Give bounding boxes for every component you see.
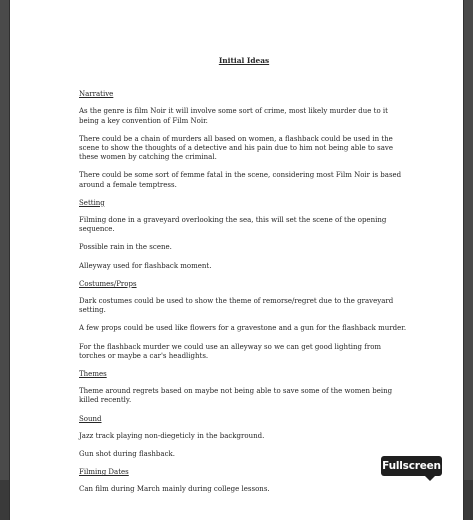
section-themes (79, 370, 409, 406)
section-heading: Costumes/Props (79, 279, 137, 288)
paragraph: Filming done in a graveyard overlooking the sea, this will set the scene of the opening sequence. (79, 216, 387, 234)
section-narrative (79, 90, 409, 190)
paragraph: Gun shot during flashback. (79, 450, 175, 459)
section-heading: Setting (79, 198, 105, 207)
paragraph: Dark costumes could be used to show the theme of remorse/regret due to the graveyard setting. (79, 297, 394, 315)
document-page (10, 0, 463, 520)
paragraph: Can film during March mainly during college lessons. (79, 485, 270, 494)
section-sound (79, 415, 409, 460)
section-heading: Themes (79, 370, 107, 379)
document-content (79, 56, 409, 504)
fullscreen-button[interactable]: Fullscreen (381, 456, 442, 476)
section-heading: Sound (79, 414, 102, 423)
document-title: Initial Ideas (218, 56, 270, 65)
paragraph: Possible rain in the scene. (79, 243, 172, 252)
section-setting (79, 199, 409, 271)
paragraph: There could be a chain of murders all based on women, a flashback could be used in the scene to show the thoughts of a detective and his pain due to him not being able to save these women by catching the criminal. (79, 134, 393, 162)
section-filming-dates (79, 468, 409, 494)
paragraph: Jazz track playing non-diegeticly in the background. (79, 431, 265, 440)
paragraph: Alleyway used for flashback moment. (79, 261, 212, 270)
paragraph: There could be some sort of femme fatal in the scene, considering most Film Noir is based around a female temptress. (79, 171, 402, 189)
paragraph: For the flashback murder we could use an alleyway so we can get good lighting from torches or maybe a car's headlights. (79, 342, 382, 360)
section-costumes-props (79, 280, 409, 361)
section-heading: Narrative (79, 90, 114, 99)
paragraph: As the genre is film Noir it will involve some sort of crime, most likely murder due to it being a key convention of Film Noir. (79, 107, 388, 125)
paragraph: A few props could be used like flowers for a gravestone and a gun for the flashback murder. (79, 324, 407, 333)
paragraph: Theme around regrets based on maybe not being able to save some of the women being killed recently. (79, 387, 393, 405)
section-heading: Filming Dates (79, 468, 129, 477)
